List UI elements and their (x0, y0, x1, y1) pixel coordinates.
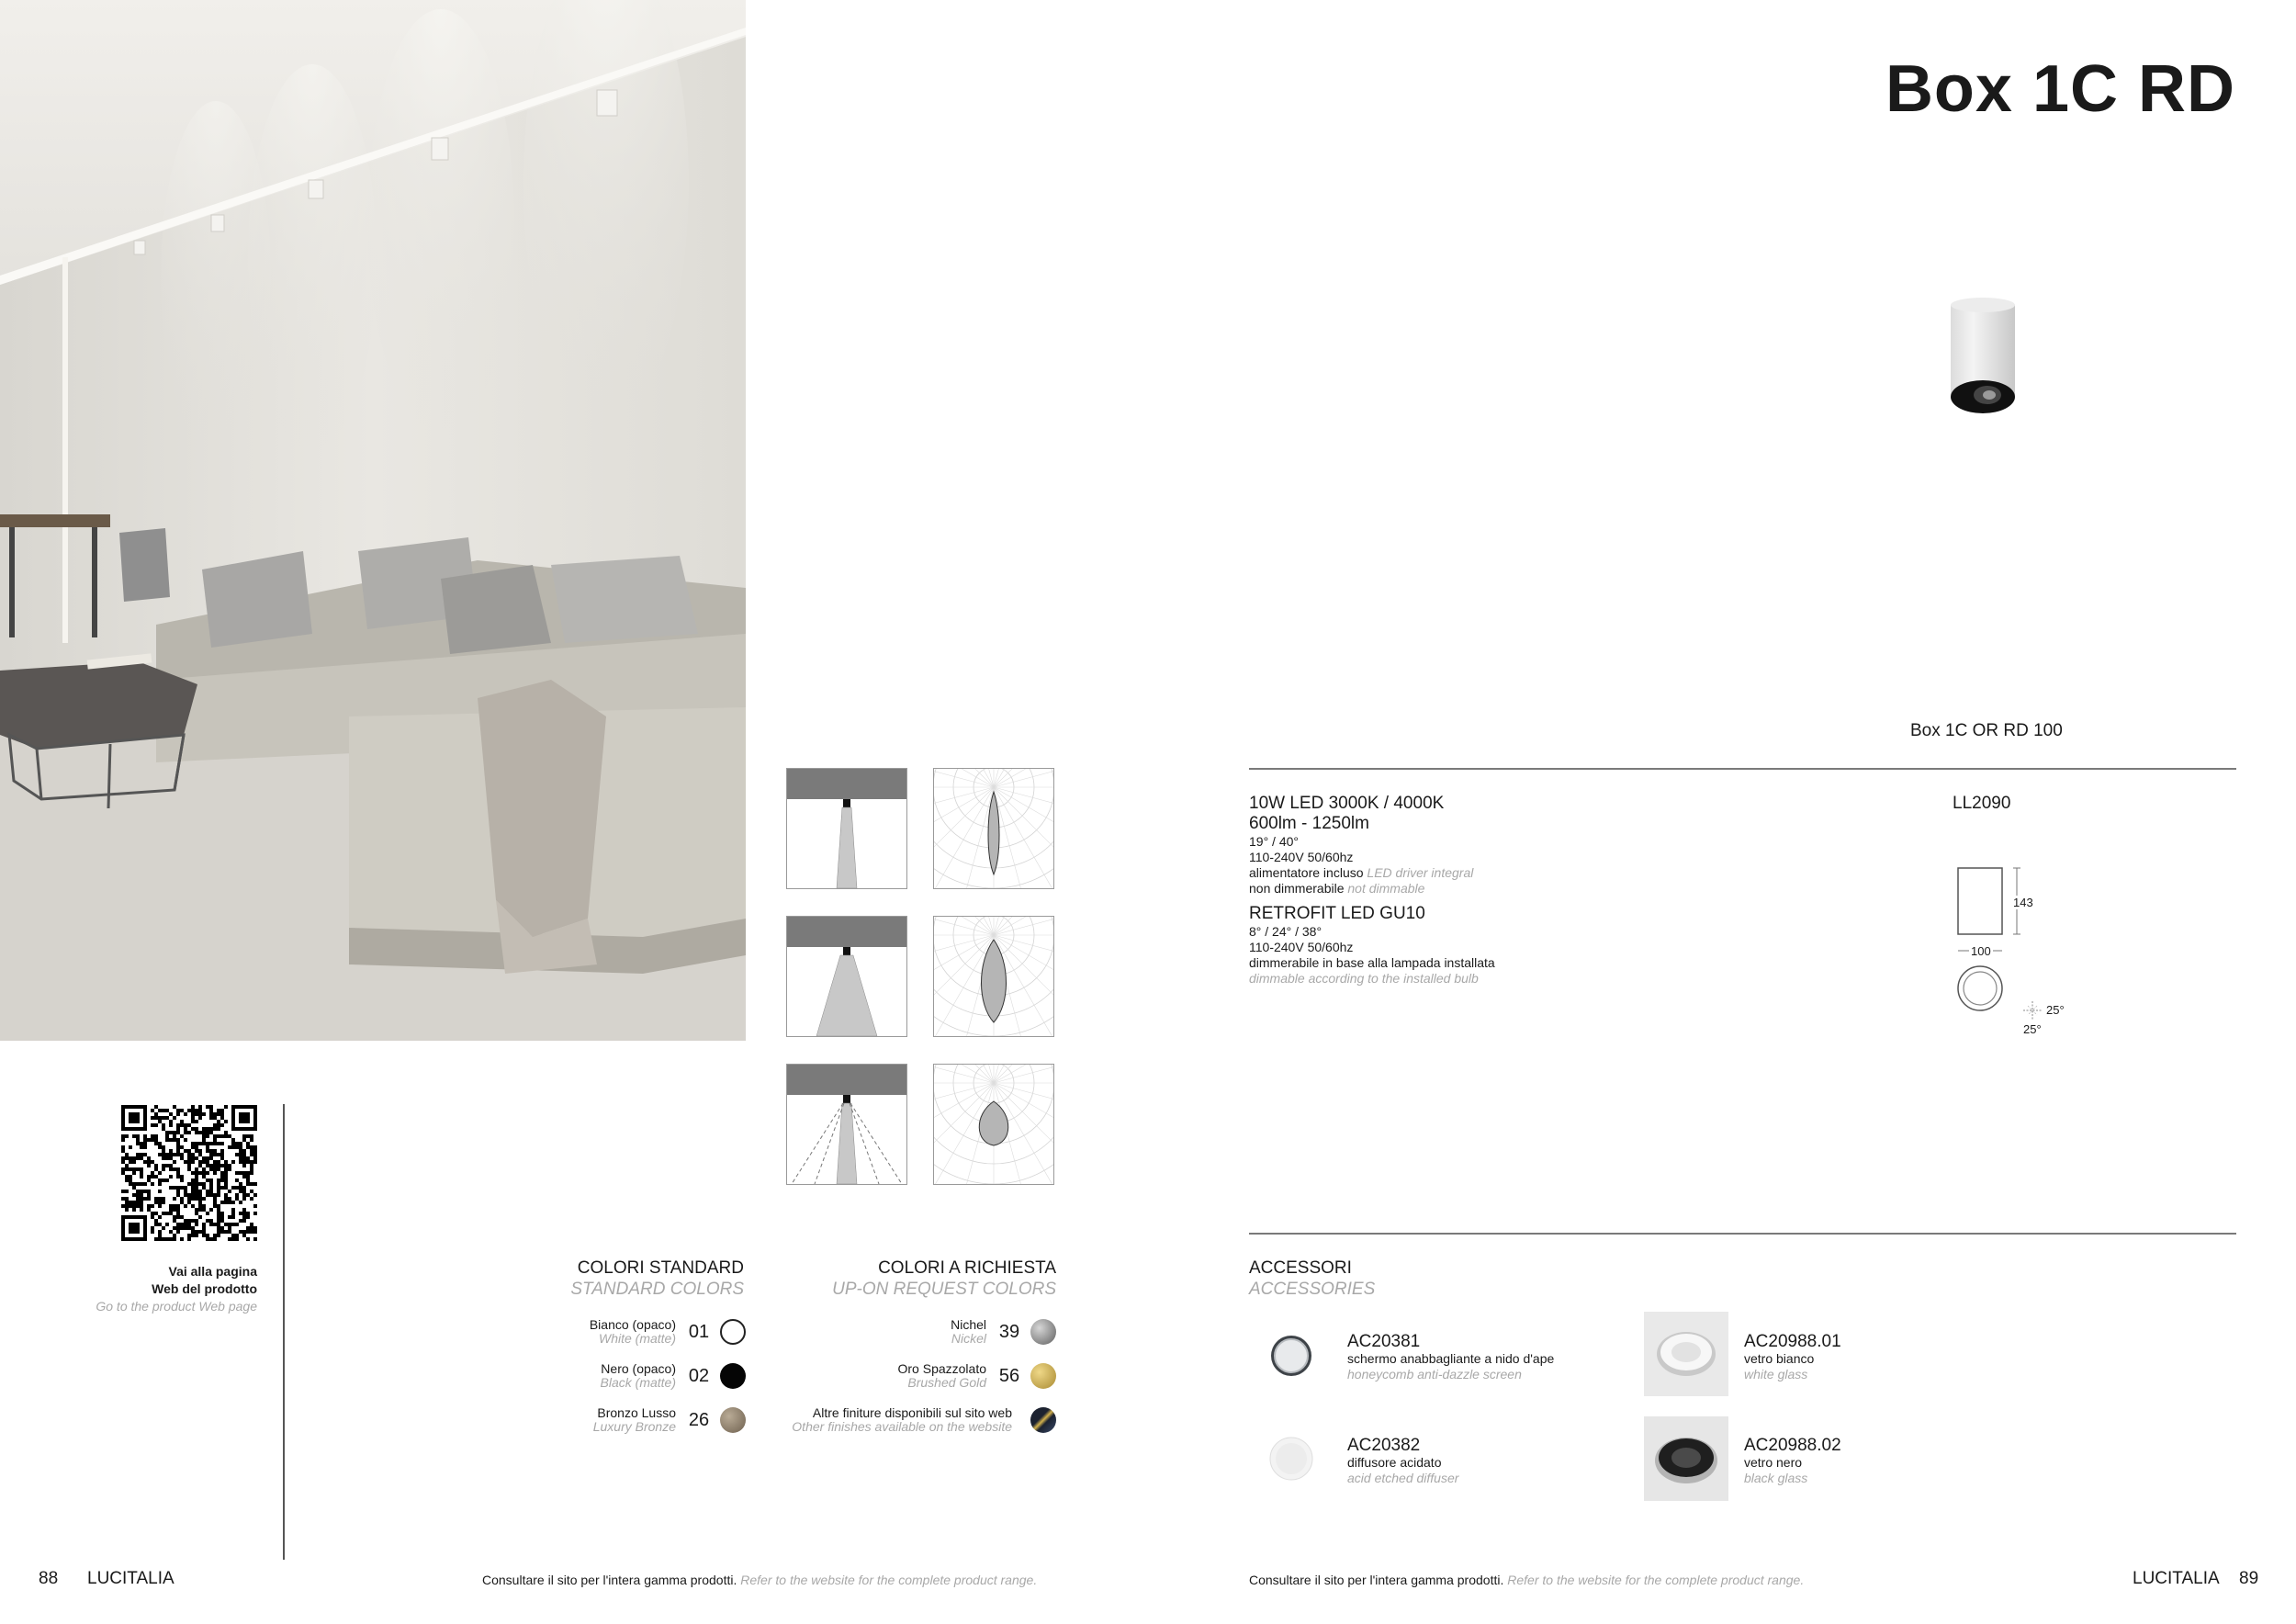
color-name-en: White (matte) (598, 1331, 676, 1346)
led-voltage: 110-240V 50/60hz (1249, 850, 1354, 864)
accessories-title: ACCESSORI (1249, 1258, 1352, 1278)
accessory-item (1744, 1332, 1841, 1382)
colors-standard-title-en: STANDARD COLORS (570, 1280, 744, 1299)
accessory-image-honeycomb (1266, 1330, 1317, 1382)
colors-request-title: COLORI A RICHIESTA (878, 1258, 1056, 1278)
tilt-angle-b: 25° (2023, 1022, 2042, 1036)
right-footer-note-it: Consultare il sito per l'intera gamma prodotti. (1249, 1573, 1504, 1587)
accessory-item (1347, 1332, 1554, 1382)
polar-diagram-2 (933, 916, 1054, 1037)
color-item (514, 1354, 746, 1398)
colors-request-heading (808, 1257, 1056, 1300)
dim-height: 143 (2013, 896, 2033, 909)
colors-standard-title: COLORI STANDARD (577, 1258, 744, 1278)
polar-diagram-1 (933, 768, 1054, 889)
right-footer-note-en: Refer to the website for the complete product range. (1507, 1573, 1805, 1587)
polar-diagram-3 (933, 1064, 1054, 1185)
accessory-image-white-glass (1644, 1312, 1728, 1396)
accessory-code: AC20988.01 (1744, 1332, 1841, 1351)
color-name-en: Brushed Gold (907, 1375, 986, 1390)
color-name: Bronzo Lusso (597, 1405, 676, 1420)
left-footer-note-en: Refer to the website for the complete product range. (740, 1573, 1038, 1587)
color-name: Altre finiture disponibili sul sito web (812, 1405, 1012, 1420)
color-name-en: Nickel (951, 1331, 986, 1346)
color-swatch-white[interactable] (720, 1319, 746, 1345)
color-item (514, 1310, 746, 1354)
retrofit-angles: 8° / 24° / 38° (1249, 924, 1322, 939)
colors-request-title-en: UP-ON REQUEST COLORS (832, 1280, 1056, 1299)
led-lumen: 600lm - 1250lm (1249, 814, 1369, 833)
beam-diagram-3 (786, 1064, 907, 1185)
tilt-angle-a: 25° (2046, 1003, 2065, 1017)
retrofit-dimming: dimmerabile in base alla lampada installata (1249, 955, 1495, 970)
led-angles: 19° / 40° (1249, 834, 1300, 849)
colors-standard-heading (551, 1257, 744, 1300)
retrofit-title: RETROFIT LED GU10 (1249, 904, 1425, 923)
accessory-desc-en: acid etched diffuser (1347, 1471, 1459, 1485)
retrofit-voltage: 110-240V 50/60hz (1249, 940, 1354, 954)
color-name-en: Luxury Bronze (592, 1419, 676, 1434)
color-code: 02 (688, 1365, 710, 1386)
right-page-number: 89 (2239, 1569, 2259, 1588)
left-footer-note-it: Consultare il sito per l'intera gamma prodotti. (482, 1573, 737, 1587)
color-item (771, 1398, 1056, 1442)
accessory-code: AC20382 (1347, 1436, 1421, 1455)
color-code: 26 (688, 1409, 710, 1430)
left-brand: LUCITALIA (87, 1569, 174, 1588)
color-item (771, 1354, 1056, 1398)
color-name: Bianco (opaco) (589, 1317, 676, 1332)
right-brand: LUCITALIA (2133, 1569, 2220, 1588)
qr-code[interactable] (121, 1105, 257, 1241)
accessory-desc-en: white glass (1744, 1367, 1808, 1382)
color-name-en: Black (matte) (600, 1375, 676, 1390)
accessory-desc: vetro nero (1744, 1455, 1803, 1470)
room-photo (0, 0, 746, 1041)
colors-request-list (771, 1310, 1056, 1442)
accessory-code: AC20988.02 (1744, 1436, 1841, 1455)
color-code: 01 (688, 1321, 710, 1342)
led-title: 10W LED 3000K / 4000K (1249, 794, 1445, 813)
accessory-image-black-glass (1644, 1416, 1728, 1501)
color-swatch-black[interactable] (720, 1363, 746, 1389)
color-item (514, 1398, 746, 1442)
colors-standard-list (514, 1310, 746, 1442)
led-driver: alimentatore incluso LED driver integral (1249, 865, 1474, 880)
accessory-desc: schermo anabbagliante a nido d'ape (1347, 1351, 1555, 1366)
vertical-divider (283, 1104, 285, 1560)
spec-block (1249, 794, 1892, 987)
retrofit-dimming-en: dimmable according to the installed bulb (1249, 971, 1479, 986)
accessory-image-diffuser (1266, 1433, 1317, 1484)
accessories-heading (1249, 1257, 1375, 1300)
dim-width: 100 (1971, 944, 1991, 958)
color-name: Nero (opaco) (601, 1361, 676, 1376)
spec-rule (1249, 768, 2236, 770)
right-footer-note (1249, 1573, 1804, 1587)
color-swatch-other[interactable] (1030, 1407, 1056, 1433)
accessory-desc-en: black glass (1744, 1471, 1808, 1485)
color-code: 39 (998, 1321, 1020, 1342)
accessory-code: AC20381 (1347, 1332, 1421, 1351)
beam-diagram-2 (786, 916, 907, 1037)
accessories-rule (1249, 1233, 2236, 1235)
color-code: 56 (998, 1365, 1020, 1386)
accessory-desc-en: honeycomb anti-dazzle screen (1347, 1367, 1522, 1382)
qr-caption (37, 1263, 257, 1315)
color-name: Oro Spazzolato (897, 1361, 986, 1376)
color-swatch-bronze[interactable] (720, 1407, 746, 1433)
model-label: Box 1C OR RD 100 (1910, 721, 2063, 740)
product-image (1929, 294, 2039, 432)
left-footer-note (482, 1573, 1037, 1587)
product-code: LL2090 (1953, 794, 2011, 813)
accessory-item (1744, 1436, 1841, 1486)
accessory-desc: diffusore acidato (1347, 1455, 1442, 1470)
product-title: Box 1C RD (1885, 52, 2235, 126)
qr-line2: Web del prodotto (152, 1281, 257, 1296)
color-swatch-nickel[interactable] (1030, 1319, 1056, 1345)
color-item (771, 1310, 1056, 1354)
color-name-en: Other finishes available on the website (792, 1419, 1012, 1434)
color-name: Nichel (951, 1317, 986, 1332)
beam-diagram-1 (786, 768, 907, 889)
qr-line1: Vai alla pagina (168, 1264, 257, 1279)
qr-line-en: Go to the product Web page (96, 1299, 257, 1314)
color-swatch-gold[interactable] (1030, 1363, 1056, 1389)
tilt-icon (2022, 1000, 2043, 1021)
led-dimming: non dimmerabile not dimmable (1249, 881, 1425, 896)
accessory-item (1347, 1436, 1458, 1486)
accessories-title-en: ACCESSORIES (1249, 1280, 1376, 1299)
left-page-number: 88 (39, 1569, 59, 1588)
accessory-desc: vetro bianco (1744, 1351, 1815, 1366)
